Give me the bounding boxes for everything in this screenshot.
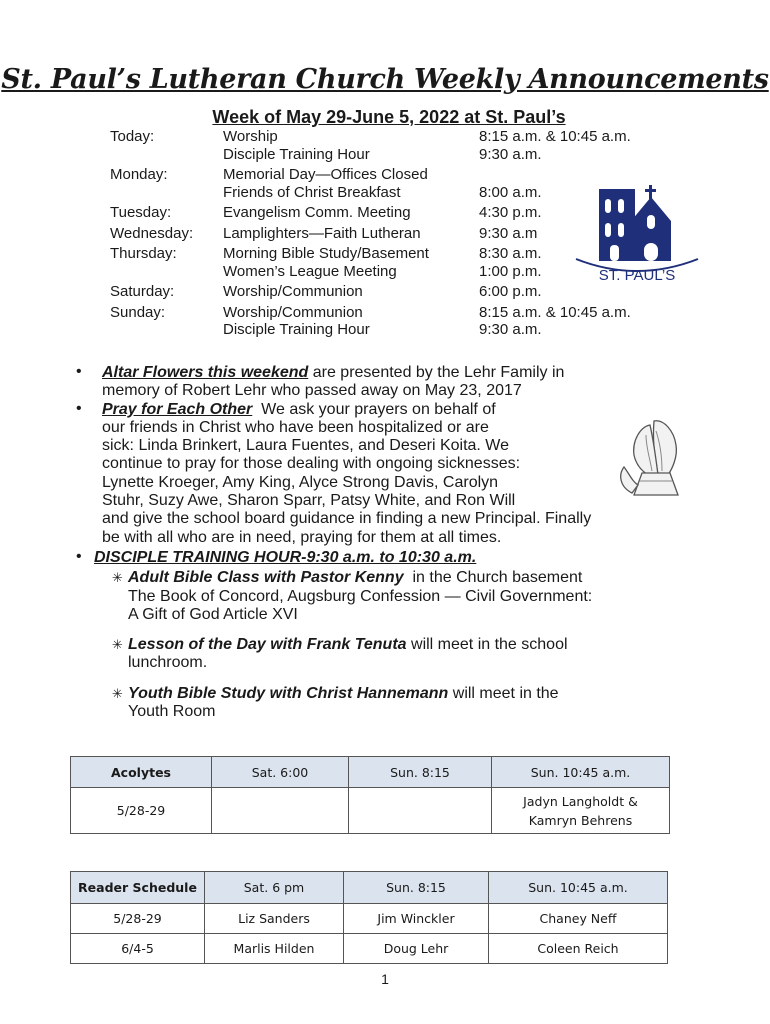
week-subtitle: Week of May 29-June 5, 2022 at St. Paul’s [212,107,566,127]
schedule-time: 6:00 p.m. [479,283,542,300]
table-header-row [71,872,668,904]
lesson-text: will meet in the school [406,636,568,654]
schedule-time: 9:30 a.m. [479,321,542,338]
star-bullet-icon: ✳ [112,685,123,701]
prayer-line: Stuhr, Suzy Awe, Sharon Sparr, Patsy White, and Ron Will [102,492,516,510]
schedule-event: Women’s League Meeting [223,262,397,280]
table-cell: Coleen Reich [489,934,668,964]
lesson-lead: Lesson of the Day with Frank Tenuta [128,636,407,654]
schedule-time: 8:15 a.m. & 10:45 a.m. [479,128,631,145]
schedule-event: Worship [223,128,278,145]
schedule-time: 8:00 a.m. [479,183,542,201]
bullet-icon: • [76,547,82,565]
adult-text-3: A Gift of God Article XVI [128,605,298,623]
schedule-event: Memorial Day—Offices Closed [223,166,428,183]
prayer-line: be with all who are in need, praying for them at all times. [102,528,502,546]
schedule-day: Sunday: [110,303,166,321]
schedule-event: Lamplighters—Faith Lutheran [223,224,421,242]
bullet-icon: • [76,399,82,417]
table-cell: 5/28-29 [71,788,212,834]
table-row [71,788,670,834]
table-header: Sat. 6:00 [212,757,349,788]
table-header: Reader Schedule [71,872,205,904]
prayer-text: We ask your prayers on behalf of [252,400,496,418]
schedule-time: 8:30 a.m. [479,245,542,262]
prayer-line: continue to pray for those dealing with ongoing sicknesses: [102,455,521,473]
table-header: Sat. 6 pm [205,872,344,904]
adult-lead: Adult Bible Class with Pastor Kenny [128,569,404,587]
prayer-line: and give the school board guidance in finding a new Principal. Finally [102,510,592,528]
announcements [76,364,716,721]
schedule-day: Thursday: [110,245,177,262]
schedule-event: Worship/Communion [223,303,363,321]
table-cell: Jim Winckler [344,904,489,934]
prayer-item [76,401,716,547]
page-title: St. Paul’s Lutheran Church Weekly Announcements [1,64,769,95]
schedule-event: Morning Bible Study/Basement [223,245,429,262]
table-row [71,934,668,964]
logo-text: ST. PAUL’S [598,267,676,284]
schedule-day: Wednesday: [110,224,194,242]
lesson-text-2: lunchroom. [128,654,208,672]
youth-lead: Youth Bible Study with Christ Hannemann [128,684,449,702]
prayer-lead: Pray for Each Other [102,400,253,418]
schedule-time: 4:30 p.m. [479,204,542,221]
table-header-row [71,757,670,788]
schedule-time: 8:15 a.m. & 10:45 a.m. [479,303,631,321]
star-bullet-icon: ✳ [112,570,123,586]
altar-flowers-item [76,364,716,401]
table-cell: Doug Lehr [344,934,489,964]
schedule-event: Disciple Training Hour [223,145,370,163]
schedule-day: Monday: [110,166,168,183]
schedule-event: Disciple Training Hour [223,321,370,338]
altar-text-2: memory of Robert Lehr who passed away on May 23, 2017 [102,382,522,400]
schedule-event: Worship/Communion [223,283,363,300]
reader-schedule-table [70,871,668,964]
table-header: Acolytes [71,757,212,788]
adult-text: in the Church basement [403,569,583,587]
prayer-line: sick: Linda Brinkert, Laura Fuentes, and Deseri Koita. We [102,437,510,455]
star-bullet-icon: ✳ [112,637,123,653]
table-header: Sun. 8:15 [349,757,492,788]
youth-bible-study [76,685,716,722]
table-cell [349,788,492,834]
table-cell: 5/28-29 [71,904,205,934]
youth-text: will meet in the [448,684,559,702]
lesson-of-the-day [76,636,716,673]
table-cell: Liz Sanders [205,904,344,934]
table-header: Sun. 10:45 a.m. [492,757,670,788]
adult-text-2: The Book of Concord, Augsburg Confession — Civil Government: [128,587,593,605]
acolytes-table [70,756,670,834]
disciple-heading: DISCIPLE TRAINING HOUR-9:30 a.m. to 10:30 a.m. [94,548,477,566]
schedule-event: Evangelism Comm. Meeting [223,204,411,221]
acolyte-name: Kamryn Behrens [528,812,633,828]
schedule-event: Friends of Christ Breakfast [223,183,401,201]
page-number: 1 [381,971,389,987]
schedule-day: Tuesday: [110,204,172,221]
acolyte-name: Jadyn Langholdt & [523,793,638,809]
schedule-day: Today: [110,128,155,145]
schedule-time: 9:30 a.m [479,224,538,242]
schedule-time: 1:00 p.m. [479,262,542,280]
schedule-day: Saturday: [110,283,175,300]
table-cell [492,788,670,834]
table-cell: 6/4-5 [71,934,205,964]
church-logo [572,183,702,287]
table-cell: Chaney Neff [489,904,668,934]
adult-bible-class [76,569,716,624]
table-row [71,904,668,934]
altar-lead: Altar Flowers this weekend [102,364,309,381]
prayer-line: our friends in Christ who have been hospitalized or are [102,418,489,436]
altar-text: are presented by the Lehr Family in [308,364,565,381]
table-header: Sun. 8:15 [344,872,489,904]
table-header: Sun. 10:45 a.m. [489,872,668,904]
youth-text-2: Youth Room [128,703,216,721]
disciple-training-item [76,549,716,567]
bullet-icon: • [76,363,82,380]
church-icon [599,185,671,261]
prayer-line: Lynette Kroeger, Amy King, Alyce Strong Davis, Carolyn [102,473,499,491]
schedule-time: 9:30 a.m. [479,145,542,163]
table-cell: Marlis Hilden [205,934,344,964]
table-cell [212,788,349,834]
